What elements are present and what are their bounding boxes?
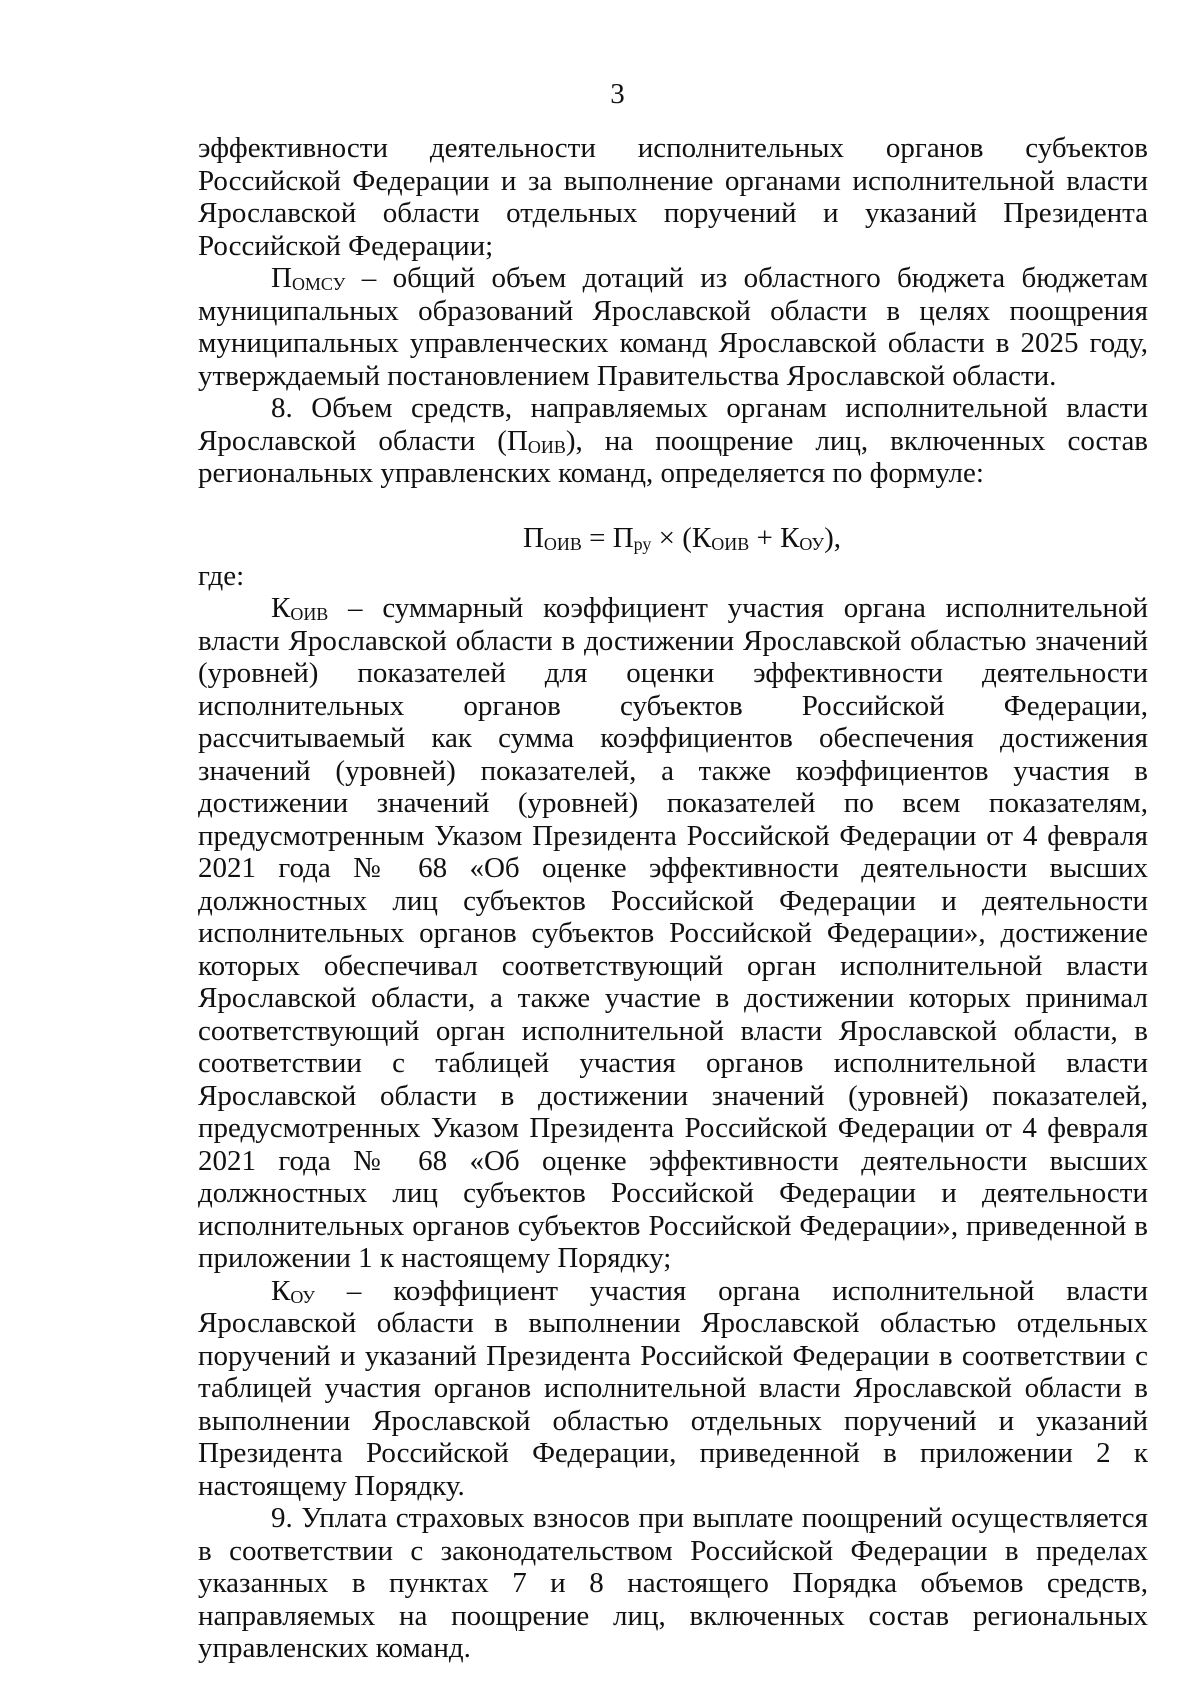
subscript-oiv: ОИВ	[527, 436, 566, 457]
page-number: 3	[610, 78, 625, 110]
paragraph-continuation: эффективности деятельности исполнительных органов субъектов Российской Федерации и за выполнение органами исполнительной власти Ярославской области отдельных поручений и указаний Президента Российской Федерации;	[198, 132, 1148, 262]
formula-term-kou: + К	[749, 521, 800, 554]
symbol-p: П	[271, 262, 292, 294]
formula-sub-koiv: ОИВ	[711, 533, 750, 554]
paragraph-kou-definition	[198, 1275, 1148, 1503]
paragraph-koiv-definition	[198, 592, 1148, 1275]
formula-closing: ),	[824, 521, 842, 554]
kou-definition-text: – коэффициент участия органа исполнительной власти Ярославской области в выполнении Ярославской областью отдельных поручений и указаний Президента Российской Федерации в соответствии с таблицей участия органов исполнительной власти Ярославской области в выполнении Ярославской областью отдельных поручений и указаний Президента Российской Федерации, приведенной в приложении 2 к настоящему Порядку.	[198, 1274, 1148, 1502]
formula-sub-ou: ОУ	[799, 533, 825, 554]
subscript-koiv: ОИВ	[290, 604, 329, 625]
symbol-k: К	[271, 592, 291, 624]
subscript-omsu: ОМСУ	[291, 274, 346, 295]
subscript-kou: ОУ	[290, 1286, 316, 1307]
item-8-text-after: ), на поощрение лиц, включенных состав региональных управленских команд, определяется по формуле:	[198, 424, 1149, 489]
formula-term-koiv: × (К	[651, 521, 712, 554]
where-label: где:	[198, 559, 245, 592]
pomsu-definition-text: – общий объем дотаций из областного бюджета бюджетам муниципальных образований Ярославской области в целях поощрения муниципальных управленческих команд Ярославской области в 2025 году, утверждаемый постановлением Правительства Ярославской области.	[198, 262, 1148, 392]
formula	[198, 522, 1148, 554]
formula-sub-ru: ру	[633, 533, 652, 554]
formula-sub-oiv: ОИВ	[543, 533, 582, 554]
paragraph-item-9: 9. Уплата страховых взносов при выплате поощрений осуществляется в соответствии с законодательством Российской Федерации в пределах указанных в пунктах 7 и 8 настоящего Порядка объемов средств, направляемых на поощрение лиц, включенных состав региональных управленских команд.	[198, 1502, 1148, 1664]
symbol-k-ou: К	[271, 1274, 291, 1307]
document-body	[198, 132, 1148, 1665]
item-8-text-before: 8. Объем средств, направляемых органам исполнительной власти Ярославской области (П	[198, 392, 1148, 457]
koiv-definition-text: – суммарный коэффициент участия органа исполнительной власти Ярославской области в достижении Ярославской областью значений (уровней) показателей для оценки эффективности деятельности исполнительных органов субъектов Российской Федерации, рассчитываемый как сумма коэффициентов обеспечения достижения значений (уровней) показателей, а также коэффициентов участия в достижении значений (уровней) показателей по всем показателям, предусмотренным Указом Президента Российской Федерации от 4 февраля 2021 года № 68 «Об оценке эффективности деятельности высших должностных лиц субъектов Российской Федерации и деятельности исполнительных органов субъектов Российской Федерации», достижение которых обеспечивал соответствующий орган исполнительной власти Ярославской области, а также участие в достижении которых принимал соответствующий орган исполнительной власти Ярославской области, в соответствии с таблицей участия органов исполнительной власти Ярославской области в достижении значений (уровней) показателей, предусмотренных Указом Президента Российской Федерации от 4 февраля 2021 года № 68 «Об оценке эффективности деятельности высших должностных лиц субъектов Российской Федерации и деятельности исполнительных органов субъектов Российской Федерации», приведенной в приложении 1 к настоящему Порядку;	[198, 592, 1148, 1274]
paragraph-pomsu-definition	[198, 262, 1148, 392]
formula-term-p: П	[522, 521, 544, 554]
paragraph-item-8	[198, 392, 1148, 490]
formula-term-pru: = П	[581, 521, 634, 554]
